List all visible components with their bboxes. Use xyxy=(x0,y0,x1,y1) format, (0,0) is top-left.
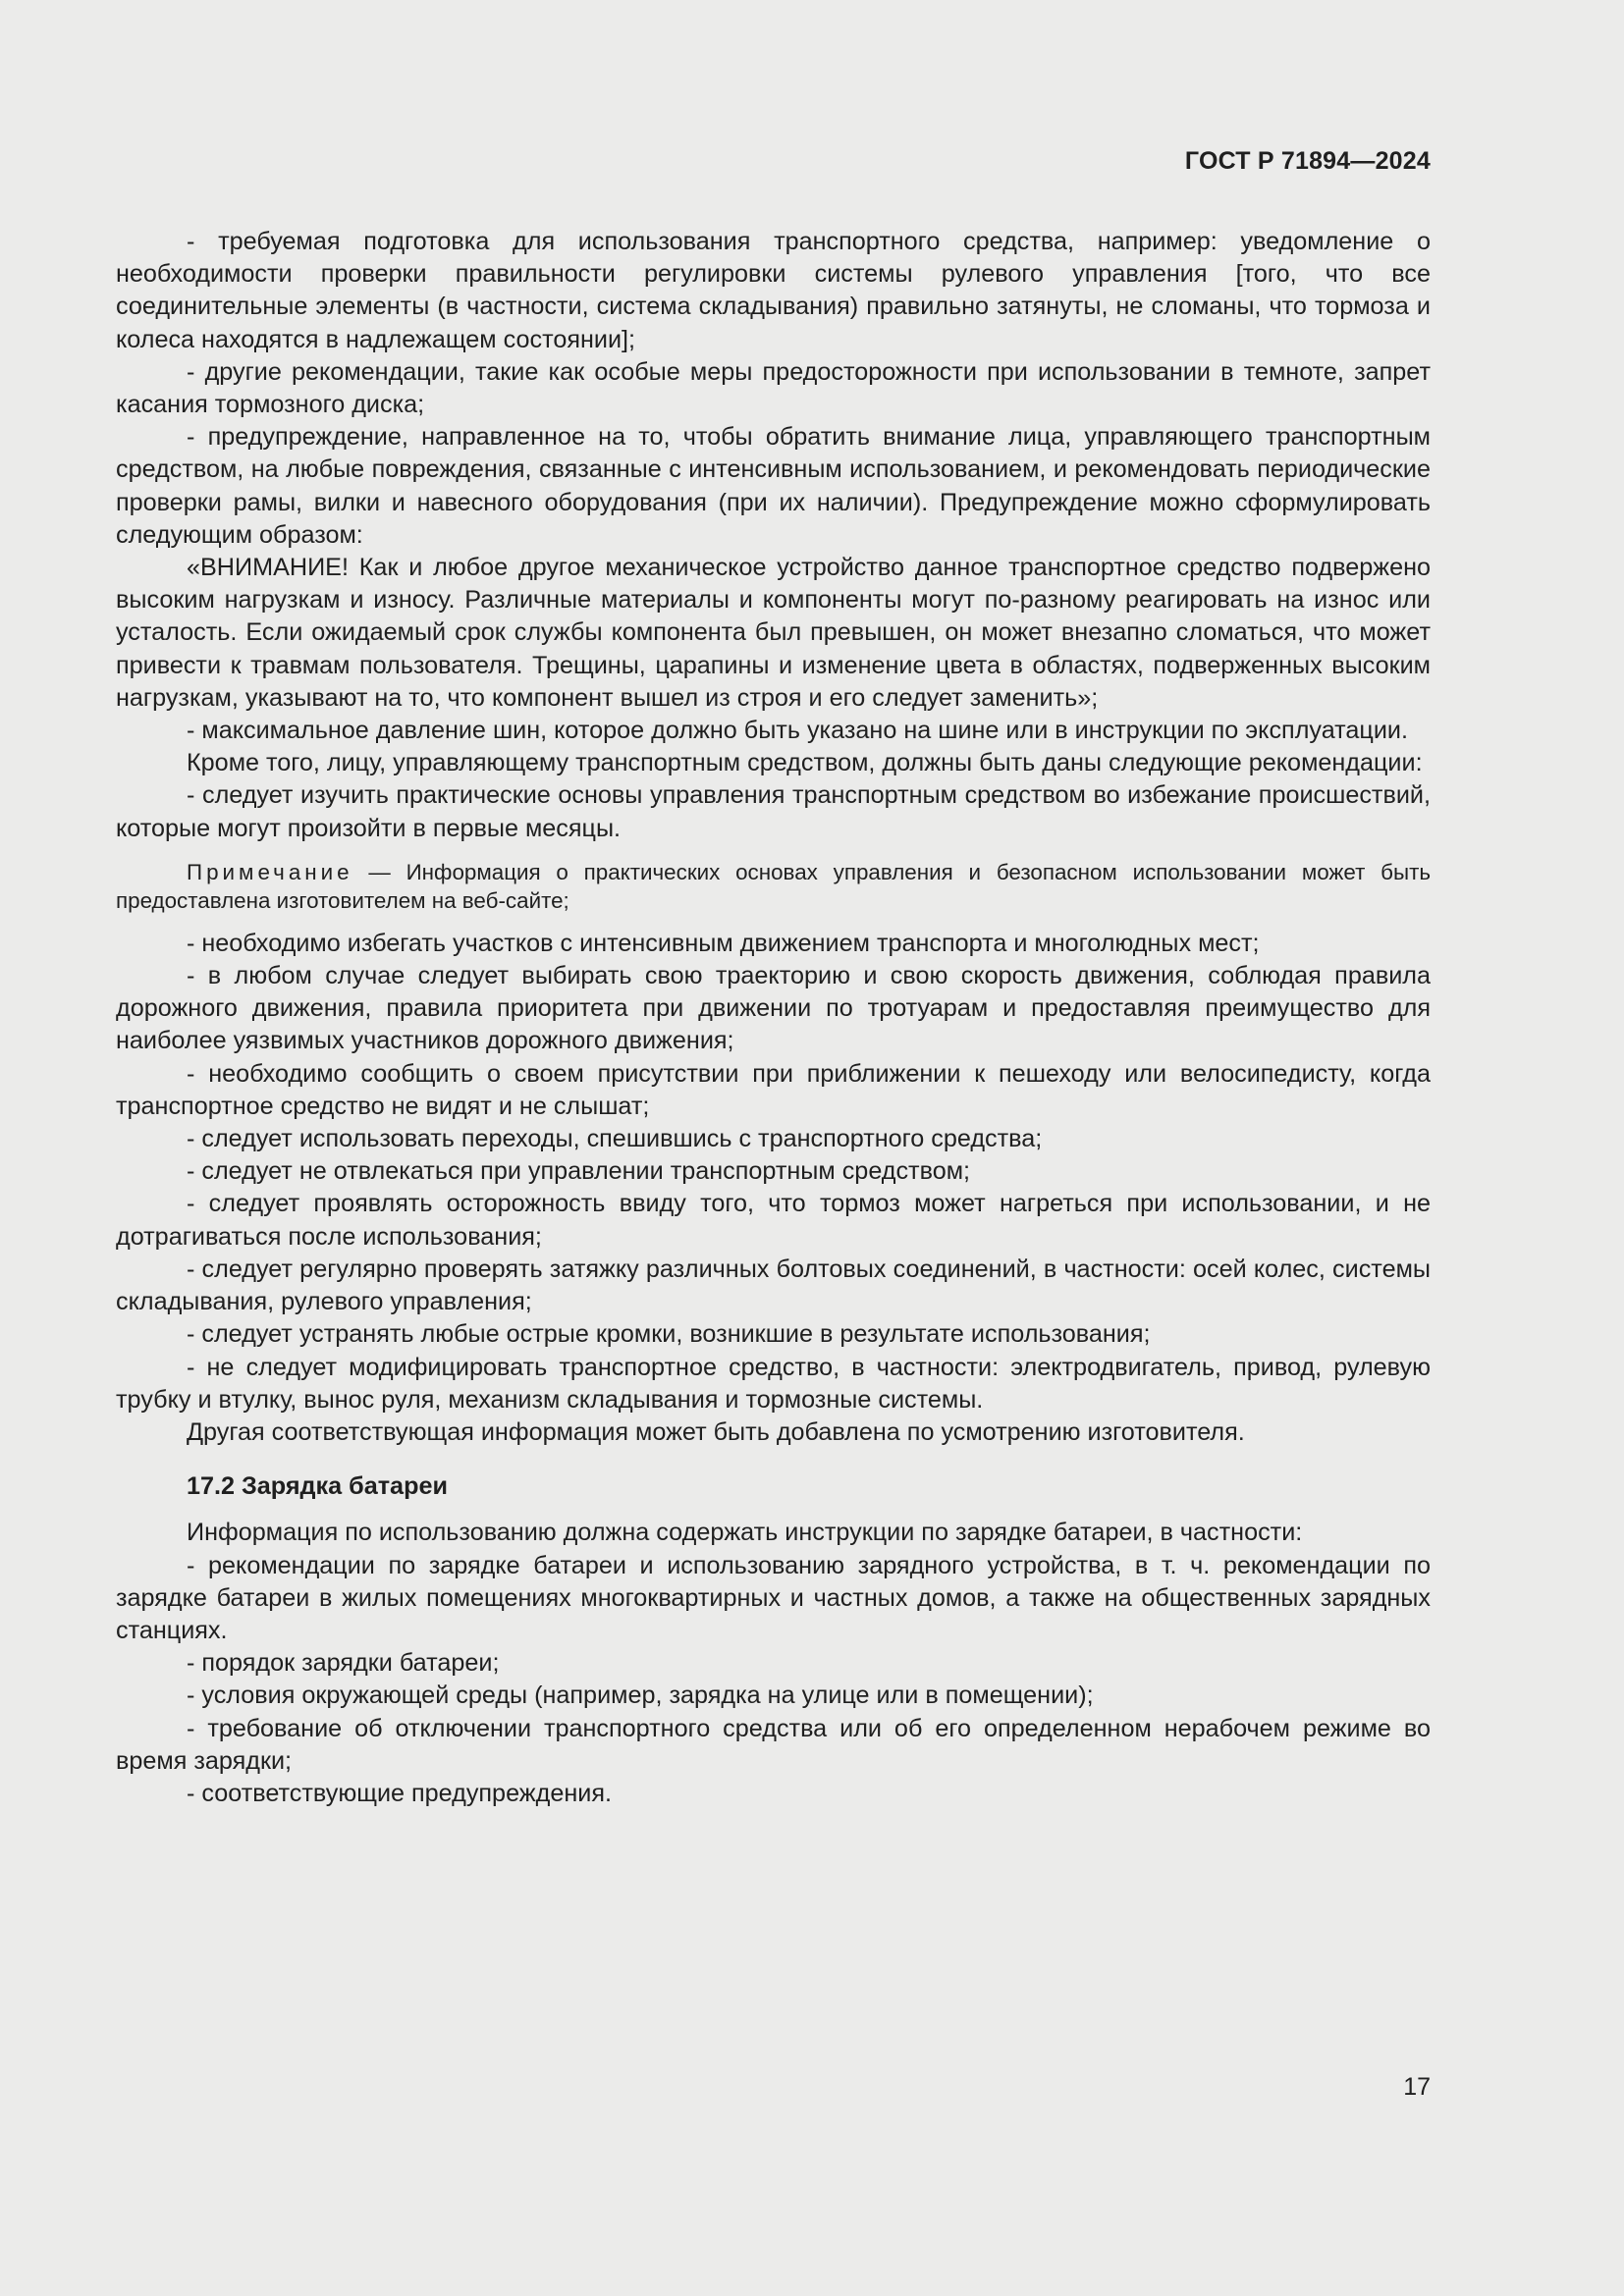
note-label: Примечание xyxy=(187,859,353,884)
paragraph: - предупреждение, направленное на то, чтобы обратить внимание лица, управляющего транспортным средством, на любые повреждения, связанные с интенсивным использованием, и рекомендовать периодические проверки рамы, вилки и навесного оборудования (при их наличии). Предупреждение можно сформулировать следующим образом: xyxy=(116,423,1431,549)
paragraph: - следует не отвлекаться при управлении транспортным средством; xyxy=(187,1157,971,1186)
paragraph: - порядок зарядки батареи; xyxy=(187,1649,500,1678)
standard-code-header: ГОСТ Р 71894—2024 xyxy=(1184,147,1431,175)
paragraph: Кроме того, лицу, управляющему транспортным средством, должны быть даны следующие рекомендации: xyxy=(187,749,1423,777)
note-dash: — xyxy=(352,859,406,884)
paragraph: - рекомендации по зарядке батареи и использованию зарядного устройства, в т. ч. рекомендации по зарядке батареи в жилых помещениях многоквартирных и частных домов, а также на общественных зарядных станциях. xyxy=(116,1551,1431,1644)
paragraph: Другая соответствующая информация может быть добавлена по усмотрению изготовителя. xyxy=(187,1417,1245,1446)
paragraph: - следует регулярно проверять затяжку различных болтовых соединений, в частности: осей колес, системы складывания, рулевого управления; xyxy=(116,1255,1431,1316)
paragraph: - условия окружающей среды (например, зарядка на улице или в помещении); xyxy=(187,1682,1094,1710)
paragraph: - максимальное давление шин, которое должно быть указано на шине или в инструкции по эксплуатации. xyxy=(187,717,1408,745)
paragraph: - следует изучить практические основы управления транспортным средством во избежание происшествий, которые могут произойти в первые месяцы. xyxy=(116,781,1431,842)
paragraph: - следует проявлять осторожность ввиду того, что тормоз может нагреться при использовании, и не дотрагиваться после использования; xyxy=(116,1190,1431,1251)
paragraph: - требование об отключении транспортного средства или об его определенном нерабочем режиме во время зарядки; xyxy=(116,1714,1431,1775)
paragraph: - следует использовать переходы, спешившись с транспортного средства; xyxy=(187,1125,1043,1153)
note xyxy=(116,858,1431,915)
page-body xyxy=(116,226,1431,1810)
note-text: Информация о практических основах управления и безопасном использовании может быть предоставлена изготовителем на веб-сайте; xyxy=(116,859,1431,913)
paragraph: - необходимо сообщить о своем присутствии при приближении к пешеходу или велосипедисту, когда транспортное средство не видят и не слышат; xyxy=(116,1059,1431,1120)
paragraph: - другие рекомендации, такие как особые меры предосторожности при использовании в темноте, запрет касания тормозного диска; xyxy=(116,357,1431,419)
paragraph: - в любом случае следует выбирать свою траекторию и свою скорость движения, соблюдая правила дорожного движения, правила приоритета при движении по тротуарам и предоставляя преимущество для наиболее уязвимых участников дорожного движения; xyxy=(116,962,1431,1055)
warning-quote-paragraph: «ВНИМАНИЕ! Как и любое другое механическое устройство данное транспортное средство подвержено высоким нагрузкам и износу. Различные материалы и компоненты могут по-разному реагировать на износ или усталость. Если ожидаемый срок службы компонента был превышен, он может внезапно сломаться, что может привести к травмам пользователя. Трещины, царапины и изменение цвета в областях, подверженных высоким нагрузкам, указывают на то, что компонент вышел из строя и его следует заменить»; xyxy=(116,554,1431,712)
paragraph: - требуемая подготовка для использования транспортного средства, например: уведомление о необходимости проверки правильности регулировки системы рулевого управления [того, что все соединительные элементы (в частности, система складывания) правильно затянуты, не сломаны, что тормоза и колеса находятся в надлежащем состоянии]; xyxy=(116,228,1431,353)
paragraph: - не следует модифицировать транспортное средство, в частности: электродвигатель, привод, рулевую трубку и втулку, вынос руля, механизм складывания и тормозные системы. xyxy=(116,1353,1431,1414)
section-heading: 17.2 Зарядка батареи xyxy=(187,1472,448,1501)
page-number: 17 xyxy=(1403,2073,1431,2101)
paragraph: Информация по использованию должна содержать инструкции по зарядке батареи, в частности: xyxy=(187,1519,1303,1547)
paragraph: - соответствующие предупреждения. xyxy=(187,1779,612,1807)
paragraph: - необходимо избегать участков с интенсивным движением транспорта и многолюдных мест; xyxy=(187,929,1260,957)
paragraph: - следует устранять любые острые кромки, возникшие в результате использования; xyxy=(187,1320,1151,1349)
